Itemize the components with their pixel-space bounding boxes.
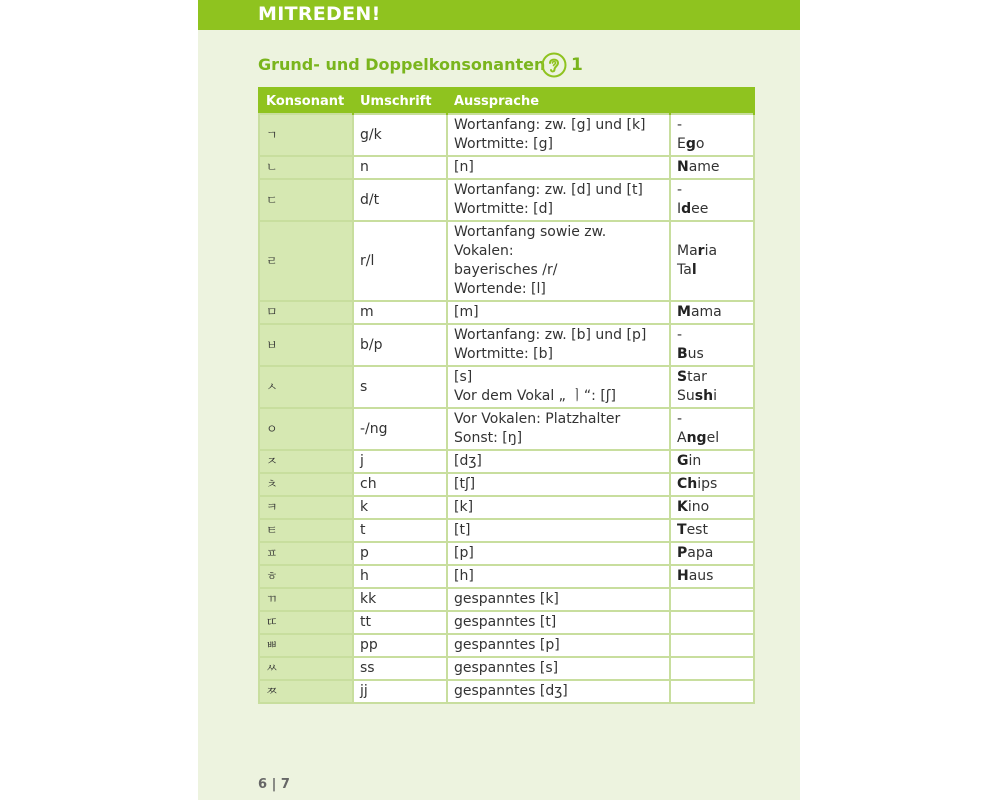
pronunciation-cell [447,473,670,496]
example-text: - [677,327,683,343]
romanization-cell: t [353,519,447,542]
pronunciation-line: Wortanfang sowie zw. Vokalen: [454,224,607,259]
pronunciation-cell [447,496,670,519]
romanization-cell: b/p [353,324,447,366]
example-cell [670,450,754,473]
table-row [259,542,754,565]
example-line [677,261,747,280]
pronunciation-line: Sonst: [ŋ] [454,430,523,446]
table-row [259,408,754,450]
pronunciation-cell [447,179,670,221]
pronunciation-cell [447,565,670,588]
example-text: E [677,136,686,152]
example-line [677,158,747,177]
example-cell [670,680,754,703]
romanization-cell: -/ng [353,408,447,450]
example-cell [670,408,754,450]
romanization-cell: pp [353,634,447,657]
romanization-cell: k [353,496,447,519]
example-line [677,368,747,387]
consonant-cell: ㅍ [259,542,353,565]
romanization-cell: g/k [353,114,447,156]
example-cell [670,366,754,408]
example-highlight: S [677,369,688,385]
consonant-cell: ㅁ [259,301,353,324]
header-beispiel [670,88,754,114]
example-text: - [677,411,683,427]
table-row [259,680,754,703]
example-highlight: K [677,499,688,515]
romanization-cell: ch [353,473,447,496]
pronunciation-line: [k] [454,499,474,515]
example-text: Su [677,388,695,404]
pronunciation-cell [447,634,670,657]
example-line [677,567,747,586]
pronunciation-line: [t] [454,522,471,538]
example-line [677,116,747,135]
example-cell [670,114,754,156]
example-highlight: G [677,453,689,469]
example-text: - [677,182,683,198]
example-highlight: r [697,243,705,259]
consonant-cell: ㅂ [259,324,353,366]
example-text: in [688,453,702,469]
example-cell [670,496,754,519]
consonant-cell: ㅋ [259,496,353,519]
example-text: ia [704,243,718,259]
example-cell [670,542,754,565]
consonant-cell: ㄴ [259,156,353,179]
pronunciation-cell [447,680,670,703]
table-row [259,611,754,634]
pronunciation-line: Wortanfang: zw. [b] und [p] [454,327,647,343]
pronunciation-line: Wortmitte: [b] [454,346,553,362]
table-row [259,565,754,588]
example-text: I [677,201,682,217]
pronunciation-line: Wortmitte: [g] [454,136,553,152]
header-aussprache: Aussprache [447,88,670,114]
consonant-table [258,87,755,704]
pronunciation-line: gespanntes [t] [454,614,557,630]
example-text: i [713,388,717,404]
example-text: ame [688,159,720,175]
section-title: Grund- und Doppelkonsonanten [258,55,546,74]
pronunciation-line: [dʒ] [454,453,482,469]
pronunciation-cell [447,114,670,156]
example-line [677,200,747,219]
pronunciation-line: [n] [454,159,474,175]
example-highlight: d [681,201,692,217]
example-text: ee [691,201,709,217]
example-highlight: ng [686,430,707,446]
example-highlight: B [677,346,688,362]
consonant-cell: ㅇ [259,408,353,450]
example-line [677,326,747,345]
header-title: MITREDEN! [258,3,381,25]
pronunciation-line: Wortende: [l] [454,281,546,297]
table-row [259,634,754,657]
pronunciation-line: bayerisches /r/ [454,262,558,278]
pronunciation-cell [447,542,670,565]
example-cell [670,221,754,301]
pronunciation-cell [447,450,670,473]
header-umschrift: Umschrift [353,88,447,114]
example-cell [670,588,754,611]
pronunciation-line: gespanntes [p] [454,637,560,653]
pronunciation-line: gespanntes [dʒ] [454,683,568,699]
example-highlight: P [677,545,688,561]
romanization-cell: jj [353,680,447,703]
romanization-cell: ss [353,657,447,680]
example-text: o [695,136,705,152]
table-row [259,114,754,156]
example-line [677,429,747,448]
romanization-cell: d/t [353,179,447,221]
example-text: A [677,430,687,446]
consonant-cell: ㄷ [259,179,353,221]
table-row [259,496,754,519]
romanization-cell: j [353,450,447,473]
example-cell [670,611,754,634]
example-line [677,521,747,540]
consonant-cell: ㄹ [259,221,353,301]
table-row [259,519,754,542]
consonant-cell: ㄲ [259,588,353,611]
example-cell [670,473,754,496]
example-line [677,452,747,471]
table-row [259,179,754,221]
example-text: ino [687,499,710,515]
table-row [259,588,754,611]
audio-track-number: 1 [571,55,583,75]
romanization-cell: p [353,542,447,565]
pronunciation-line: [h] [454,568,474,584]
example-line [677,387,747,406]
example-text: ama [690,304,722,320]
table-row [259,221,754,301]
example-line [677,135,747,154]
consonant-cell: ㅅ [259,366,353,408]
pronunciation-line: [s] [454,369,473,385]
example-cell [670,156,754,179]
page-number: 6 | 7 [258,777,290,792]
romanization-cell: h [353,565,447,588]
example-line [677,410,747,429]
table-body [259,114,754,703]
romanization-cell: n [353,156,447,179]
example-text: Ta [677,262,692,278]
pronunciation-line: [m] [454,304,479,320]
table-row [259,657,754,680]
example-cell [670,324,754,366]
ear-icon[interactable] [541,52,567,78]
example-highlight: l [691,262,697,278]
example-text: aus [688,568,714,584]
consonant-cell: ㅆ [259,657,353,680]
consonant-cell: ㄱ [259,114,353,156]
example-highlight: M [677,304,691,320]
example-highlight: N [677,159,689,175]
table-row [259,366,754,408]
consonant-cell: ㅉ [259,680,353,703]
page [198,0,800,800]
pronunciation-cell [447,366,670,408]
romanization-cell: s [353,366,447,408]
consonant-cell: ㅃ [259,634,353,657]
example-text: tar [687,369,707,385]
example-highlight: T [677,522,687,538]
pronunciation-cell [447,408,670,450]
example-line [677,544,747,563]
pronunciation-line: Vor Vokalen: Platzhalter [454,411,621,427]
example-cell [670,634,754,657]
pronunciation-cell [447,657,670,680]
example-highlight: Ch [677,476,698,492]
consonant-cell: ㅊ [259,473,353,496]
pronunciation-cell [447,324,670,366]
pronunciation-line: gespanntes [k] [454,591,559,607]
example-line [677,475,747,494]
example-highlight: H [677,568,689,584]
pronunciation-line: Wortanfang: zw. [g] und [k] [454,117,646,133]
pronunciation-cell [447,301,670,324]
example-line [677,181,747,200]
example-text: ips [697,476,718,492]
example-cell [670,657,754,680]
romanization-cell: m [353,301,447,324]
consonant-cell: ㄸ [259,611,353,634]
pronunciation-line: Wortmitte: [d] [454,201,553,217]
example-cell [670,565,754,588]
example-text: Ma [677,243,698,259]
pronunciation-cell [447,588,670,611]
pronunciation-line: Wortanfang: zw. [d] und [t] [454,182,643,198]
table-row [259,156,754,179]
table-row [259,450,754,473]
consonant-cell: ㅌ [259,519,353,542]
example-cell [670,519,754,542]
consonant-cell: ㅈ [259,450,353,473]
table-row [259,473,754,496]
table-header-row [259,88,754,114]
romanization-cell: r/l [353,221,447,301]
example-line [677,303,747,322]
pronunciation-line: [tʃ] [454,476,476,492]
pronunciation-cell [447,221,670,301]
header-konsonant: Konsonant [259,88,353,114]
pronunciation-line: Vor dem Vokal „ ㅣ“: [ʃ] [454,388,616,404]
pronunciation-cell [447,519,670,542]
example-cell [670,301,754,324]
example-text: est [686,522,708,538]
example-cell [670,179,754,221]
example-text: el [706,430,720,446]
example-line [677,498,747,517]
example-highlight: sh [694,388,714,404]
romanization-cell: kk [353,588,447,611]
pronunciation-line: [p] [454,545,474,561]
romanization-cell: tt [353,611,447,634]
pronunciation-cell [447,156,670,179]
example-text: - [677,117,683,133]
table-row [259,324,754,366]
example-line [677,345,747,364]
example-line [677,242,747,261]
example-highlight: g [685,136,696,152]
pronunciation-cell [447,611,670,634]
pronunciation-line: gespanntes [s] [454,660,559,676]
example-text: us [687,346,704,362]
consonant-cell: ㅎ [259,565,353,588]
table-row [259,301,754,324]
header-bar [198,0,800,30]
example-text: apa [687,545,714,561]
